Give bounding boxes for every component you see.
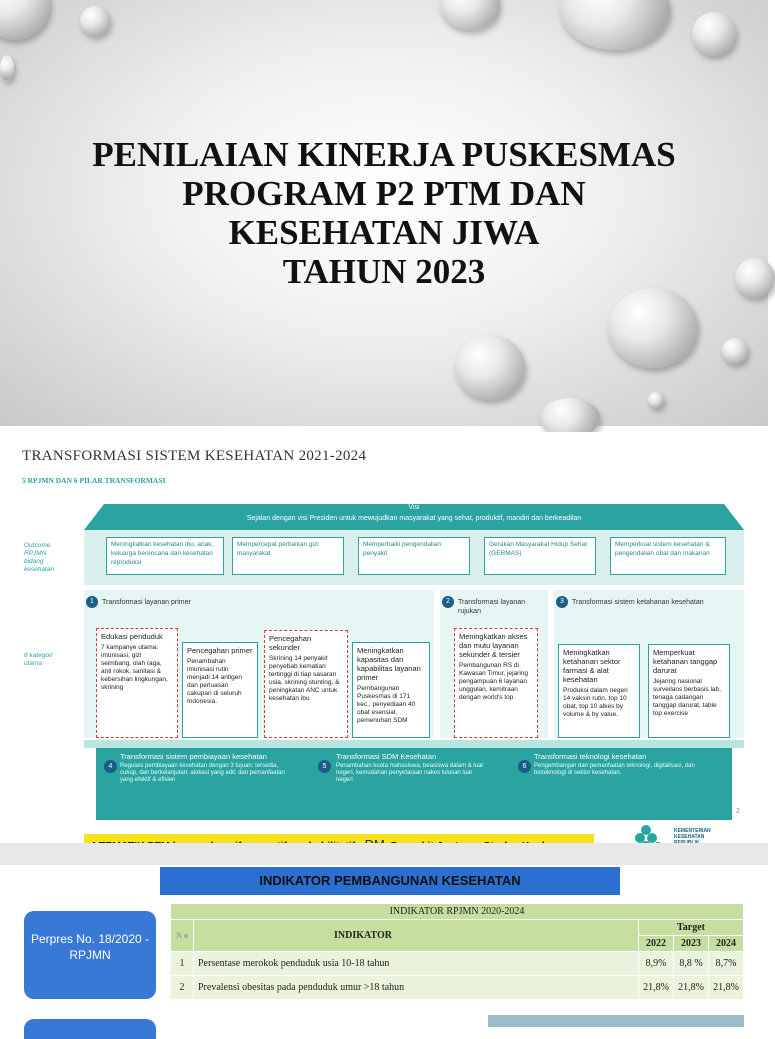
row-indikator: Prevalensi obesitas pada penduduk umur >18 tahun bbox=[194, 976, 639, 1000]
title-line-4: TAHUN 2023 bbox=[282, 252, 486, 291]
col-target: Target bbox=[639, 920, 744, 936]
perpres-badge: Perpres No. 18/2020 - RPJMN bbox=[24, 911, 156, 999]
water-drop bbox=[80, 6, 110, 36]
row-no: 1 bbox=[171, 952, 194, 976]
indicator-slide bbox=[0, 843, 768, 1024]
card-text: Penambahan imunisasi rutin menjadi 14 antigen dan perluasan cakupan di seluruh Indonesia. bbox=[187, 658, 242, 705]
water-drop bbox=[440, 0, 500, 30]
pillar-card bbox=[182, 642, 258, 738]
card-title: Meningkatkan ketahanan sektor farmasi & alat kesehatan bbox=[563, 648, 621, 684]
pillar-card bbox=[96, 628, 178, 738]
outcome-box: Meningkatkan kesehatan ibu, anak, keluarga berencana dan kesehatan reproduksi bbox=[106, 537, 224, 575]
row-value: 21,8% bbox=[674, 976, 709, 1000]
row-value: 8,9% bbox=[639, 952, 674, 976]
base-title: Transformasi sistem pembiayaan kesehatan bbox=[120, 752, 267, 761]
title-slide bbox=[0, 0, 768, 426]
row-value: 8,8 % bbox=[674, 952, 709, 976]
title-line-1: PENILAIAN KINERJA PUSKESMAS bbox=[92, 135, 676, 174]
indicator-banner: INDIKATOR PEMBANGUNAN KESEHATAN bbox=[160, 867, 620, 895]
card-title: Pencegahan primer bbox=[187, 646, 253, 655]
base-text: Pengembangan dan pemanfaatan teknologi, digitalisasi, dan bioteknologi di sektor kesehatan. bbox=[534, 763, 695, 776]
row-value: 21,8% bbox=[709, 976, 744, 1000]
pillar-number: 2 bbox=[442, 596, 454, 608]
page-number: 2 bbox=[736, 808, 740, 815]
outcome-box: Memperbaiki pengendalian penyakit bbox=[358, 537, 470, 575]
base-title: Transformasi SDM Kesehatan bbox=[336, 752, 437, 761]
outcome-box: Gerakan Masyarakat Hidup Sehat (GERMAS) bbox=[484, 537, 596, 575]
row-no: 2 bbox=[171, 976, 194, 1000]
base-column bbox=[336, 752, 486, 784]
outcome-box: Memperkuat sistem kesehatan & pengendalian obat dan makanan bbox=[610, 537, 726, 575]
base-column bbox=[120, 752, 290, 784]
card-title: Meningkatkan kapasitas dan kapabilitas layanan primer bbox=[357, 646, 421, 682]
logo-line: KESEHATAN bbox=[674, 834, 705, 840]
visi-block bbox=[84, 502, 744, 524]
row-indikator: Persentase merokok penduduk usia 10-18 tahun bbox=[194, 952, 639, 976]
pillar-title: Transformasi layanan primer bbox=[102, 599, 191, 606]
water-drop bbox=[608, 288, 698, 368]
title-line-3: KESEHATAN JIWA bbox=[228, 213, 540, 252]
base-number: 6 bbox=[518, 760, 531, 773]
card-text: 7 kampanye utama: imunisasi, gizi seimbang, olah raga, anti rokok, sanitasi & kebersihan lingkungan, skrining bbox=[101, 644, 168, 691]
table-title: INDIKATOR RPJMN 2020-2024 bbox=[171, 904, 744, 920]
base-number: 4 bbox=[104, 760, 117, 773]
visi-text: Sejalan dengan visi Presiden untuk mewujudkan masyarakat yang sehat, produktif, mandiri dan berkeadilan bbox=[246, 515, 582, 522]
row-value: 21,8% bbox=[639, 976, 674, 1000]
card-title: Pencegahan sekunder bbox=[269, 634, 312, 652]
slide-subtitle: 5 RPJMN DAN 6 PILAR TRANSFORMASI bbox=[22, 476, 166, 485]
base-column bbox=[534, 752, 704, 777]
year-header: 2022 bbox=[639, 936, 674, 952]
indicator-table bbox=[170, 903, 744, 1000]
base-text: Penambahan kuota mahasiswa, beasiswa dalam & luar negeri, kemudahan penyetaraan nakes lulusan luar negeri bbox=[336, 763, 484, 783]
card-title: Edukasi penduduk bbox=[101, 632, 163, 641]
pillar-card bbox=[264, 630, 348, 738]
slide-title: TRANSFORMASI SISTEM KESEHATAN 2021-2024 bbox=[22, 448, 367, 464]
base-text: Regulasi pembiayaan kesehatan dengan 3 tujuan: tersedia, cukup, dan berkelanjutan; alokasi yang adil; dan pemanfaatan yang efektif & efisien bbox=[120, 763, 285, 783]
water-drop bbox=[648, 392, 664, 408]
title-line-2: PROGRAM P2 PTM DAN bbox=[182, 174, 586, 213]
water-drop bbox=[722, 338, 748, 364]
card-title: Meningkatkan akses dan mutu layanan sekunder & tersier bbox=[459, 632, 528, 659]
base-number: 5 bbox=[318, 760, 331, 773]
outcome-box: Mempercepat perbaikan gizi masyarakat bbox=[232, 537, 344, 575]
pillar-card bbox=[558, 644, 640, 738]
logo-line: KEMENTERIAN bbox=[674, 828, 711, 834]
col-no: N o bbox=[171, 920, 194, 952]
pillar-card bbox=[454, 628, 538, 738]
table-row bbox=[171, 976, 744, 1000]
water-drop bbox=[455, 335, 525, 400]
top-strip bbox=[0, 843, 768, 865]
water-drop bbox=[560, 0, 670, 50]
year-header: 2023 bbox=[674, 936, 709, 952]
card-text: Pembangunan RS di Kawasan Timur, jejaring pengampuan 6 layanan unggulan, kemitraan dengan world's top bbox=[459, 662, 529, 701]
pillar-card bbox=[352, 642, 430, 738]
pillar-title: Transformasi layanan rujukan bbox=[458, 599, 526, 615]
water-drop bbox=[0, 0, 50, 40]
category-label: 6 kategori utama bbox=[24, 652, 53, 667]
pillar-card bbox=[648, 644, 730, 738]
pillar-number: 3 bbox=[556, 596, 568, 608]
col-indikator: INDIKATOR bbox=[194, 920, 639, 952]
table-row bbox=[171, 952, 744, 976]
card-text: Skrining 14 penyakit penyebab kematian tertinggi di tiap sasaran usia, skrining stunting, & peningkatan ANC untuk kesehatan ibu bbox=[269, 655, 340, 702]
water-drop bbox=[692, 12, 736, 56]
photo-strip bbox=[488, 1015, 744, 1027]
card-text: Pembangunan Puskesmas di 171 kec., penyediaan 40 obat esensial, pemenuhan SDM bbox=[357, 685, 416, 724]
water-drop bbox=[0, 55, 14, 81]
card-text: Jejaring nasional surveilans berbasis lab, tenaga cadangan tanggap darurat, table top exercise bbox=[653, 678, 721, 717]
base-title: Transformasi teknologi kesehatan bbox=[534, 752, 647, 761]
visi-label: Visi bbox=[408, 504, 420, 511]
outcome-label: Outcome RPJMN bidang kesehatan bbox=[24, 542, 54, 573]
card-text: Produksi dalam negeri 14 vaksin rutin, top 10 obat, top 10 alkes by volume & by value. bbox=[563, 687, 628, 718]
pillar-number: 1 bbox=[86, 596, 98, 608]
transformation-slide bbox=[0, 432, 768, 840]
year-header: 2024 bbox=[709, 936, 744, 952]
pillar-base-band bbox=[84, 740, 744, 748]
row-value: 8,7% bbox=[709, 952, 744, 976]
second-badge bbox=[24, 1019, 156, 1039]
card-title: Memperkuat ketahanan tanggap darurat bbox=[653, 648, 718, 675]
pillar-title: Transformasi sistem ketahanan kesehatan bbox=[572, 599, 704, 606]
